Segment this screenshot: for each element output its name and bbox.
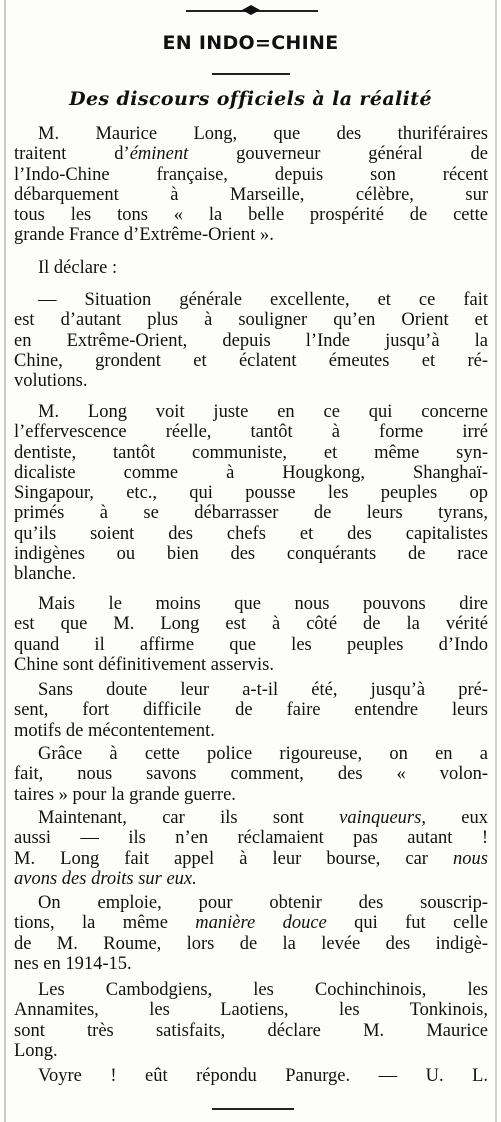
left-border — [4, 0, 6, 1122]
text-line: qu’ils soient des chefs et des capitalistes — [14, 523, 488, 544]
text-line: indigènes ou bien des conquérants de race — [14, 544, 488, 565]
text-line: Chine, grondent et éclatent émeutes et ré- — [14, 350, 488, 371]
bottom-divider — [212, 1108, 294, 1110]
text-line: est d’autant plus à souligner qu’en Orient et — [14, 310, 488, 331]
text-line: Sans doute leur a-t-il été, jusqu’à pré- — [38, 680, 488, 700]
text-line: Il déclare : — [38, 258, 118, 278]
paragraph-9 — [14, 893, 488, 974]
diamond-ornament-icon — [242, 5, 260, 15]
text-line: M. Long voit juste en ce qui concerne — [38, 402, 488, 422]
paragraph-11 — [14, 1066, 488, 1086]
text-line: Chine sont définitivement asservis. — [14, 654, 274, 675]
text-line: motifs de mécontentement. — [14, 720, 215, 741]
text-line: Grâce à cette police rigoureuse, on en a — [38, 744, 488, 764]
text-line: grande France d’Extrême-Orient ». — [14, 225, 274, 246]
text-line: sont très satisfaits, déclare M. Maurice — [14, 1020, 488, 1041]
text-line: Mais le moins que nous pouvons dire — [38, 594, 488, 614]
text-line: sent, fort difficile de faire entendre leurs — [14, 700, 488, 721]
text-line: avons des droits sur eux. — [14, 868, 197, 889]
text-line: l’Indo-Chine française, depuis son récent — [14, 164, 488, 185]
text-line: traitent d’éminent gouverneur général de — [14, 144, 489, 165]
text-line: en Extrême-Orient, depuis l’Inde jusqu’à la — [14, 330, 488, 351]
paragraph-8 — [14, 808, 488, 889]
text-line: dentiste, tantôt communiste, et même syn- — [14, 442, 488, 463]
paragraph-10 — [14, 980, 488, 1061]
text-line: de M. Roume, lors de la levée des indigè- — [14, 933, 488, 954]
article-subheadline: Des discours officiels à la réalité — [69, 88, 432, 110]
text-line: débarquement à Marseille, célèbre, sur — [14, 184, 488, 205]
paragraph-1 — [14, 124, 488, 246]
text-line: quand il affirme que les peuples d’Indo — [14, 634, 488, 655]
text-line: Voyre ! eût répondu Panurge. — U. L. — [38, 1066, 488, 1086]
paragraph-7 — [14, 744, 488, 805]
right-border — [495, 0, 497, 1122]
text-line: nes en 1914-15. — [14, 953, 132, 974]
text-line: M. Maurice Long, que des thuriféraires — [38, 124, 488, 144]
text-line: dicaliste comme à Hougkong, Shanghaï- — [14, 462, 488, 483]
text-line: M. Long fait appel à leur bourse, car nous — [14, 848, 488, 869]
headline-divider — [212, 73, 290, 75]
text-line: tions, la même manière douce qui fut celle — [14, 913, 488, 934]
text-line: primés à se débarrasser de leurs tyrans, — [14, 503, 488, 524]
text-line: est que M. Long est à côté de la vérité — [14, 614, 488, 635]
text-line: fait, nous savons comment, des « volon- — [14, 764, 488, 785]
text-line: Singapour, etc., qui pousse les peuples op — [14, 483, 488, 504]
text-line: l’effervescence réelle, tantôt à forme irré — [14, 422, 488, 443]
paragraph-6 — [14, 680, 488, 741]
text-line: aussi — ils n’en réclamaient pas autant ! — [14, 828, 488, 849]
text-line: taires » pour la grande guerre. — [14, 784, 236, 805]
paragraph-2 — [14, 258, 488, 278]
paragraph-4 — [14, 402, 488, 585]
text-line: tous les tons « la belle prospérité de cette — [14, 205, 488, 226]
paragraph-5 — [14, 594, 488, 675]
text-line: On emploie, pour obtenir des souscrip- — [38, 893, 488, 913]
paragraph-3 — [14, 290, 488, 391]
text-line: — Situation générale excellente, et ce fait — [38, 290, 488, 310]
text-line: Les Cambodgiens, les Cochinchinois, les — [38, 980, 488, 1000]
article-headline: EN INDO=CHINE — [162, 32, 339, 54]
text-line: volutions. — [14, 371, 88, 392]
text-line: Long. — [14, 1040, 58, 1061]
text-line: Annamites, les Laotiens, les Tonkinois, — [14, 1000, 488, 1021]
text-line: blanche. — [14, 564, 77, 585]
text-line: Maintenant, car ils sont vainqueurs, eux — [38, 808, 488, 828]
